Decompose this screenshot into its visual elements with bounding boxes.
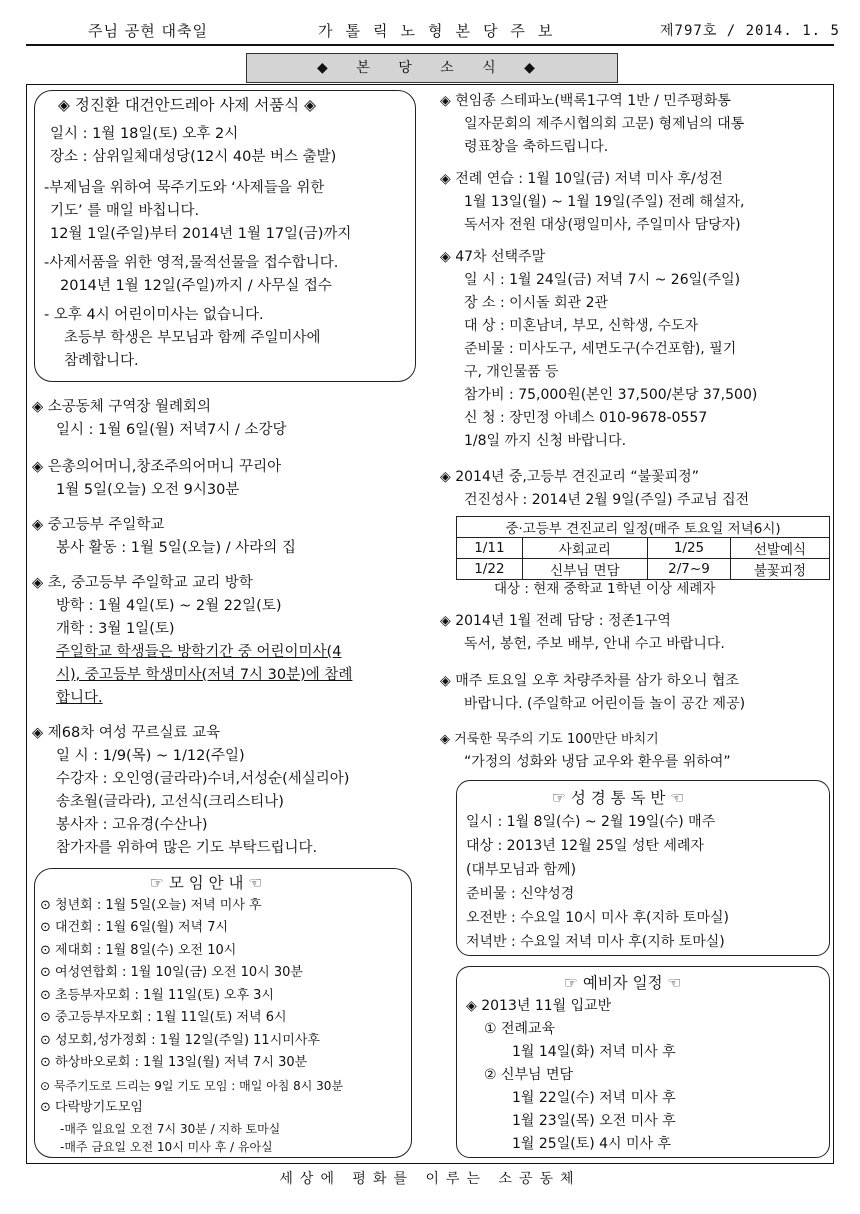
section-title: ◈ 초, 중고등부 주일학교 교리 방학 [32,575,253,591]
left-section-vacation [32,572,352,710]
header-rule [26,44,834,46]
section-line: “가정의 성화와 냉담 교우와 환우를 위하여” [464,754,731,770]
footer-motto: 세상에 평화를 이루는 소공동체 [279,1171,581,1187]
catechumen-section [466,972,681,1156]
table-cell: 2/7~9 [648,559,731,580]
meeting-item: ⊙ 묵주기도로 드리는 9일 기도 모임 : 매일 아침 8시 30분 [40,1078,344,1093]
section-line: 송초월(글라라), 고선식(크리스티나) [56,794,284,810]
bible-line: 준비물 : 신약성경 [466,886,575,902]
bible-line: 오전반 : 수요일 10시 미사 후(지하 토마실) [466,910,730,926]
right-section-parking [440,670,745,716]
table-header: 중·고등부 견진교리 일정(매주 토요일 저녁6시) [457,517,830,538]
section-line: 일시 : 1월 6일(월) 저녁7시 / 소강당 [56,422,287,438]
ordination-line: 12월 1일(주일)부터 2014년 1월 17일(금)까지 [50,226,352,242]
section-line: 독서, 봉헌, 주보 배부, 안내 수고 바랍니다. [464,636,725,652]
section-underlined: 합니다. [56,690,103,706]
catechumen-line: 1월 22일(수) 저녁 미사 후 [512,1090,676,1106]
table-cell: 1/22 [457,559,523,580]
section-line: 일 시 : 1월 24일(금) 저녁 7시 ~ 26일(주일) [464,272,741,288]
section-title: ◈ 전례 연습 : 1월 10일(금) 저녁 미사 후/성전 [440,171,723,187]
catechumen-line: ◈ 2013년 11월 입교반 [466,998,612,1014]
ordination-section [44,94,352,373]
ordination-line: -부제님을 위하여 묵주기도와 ‘사제들을 위한 [44,180,325,196]
bible-section [466,786,729,954]
confirmation-note: 대상 : 현재 중학교 1학년 이상 세례자 [494,581,716,597]
right-section-duty [440,610,725,656]
table-row [457,559,830,580]
section-title: ◈ 2014년 1월 전례 담당 : 정존1구역 [440,613,671,629]
section-title: ◈ 현임종 스테파노(백록1구역 1반 / 민주평화통 [440,93,731,109]
meeting-subitem: -매주 일요일 오전 7시 30분 / 지하 토마실 [60,1121,281,1136]
section-line: 참가비 : 75,000원(본인 37,500/본당 37,500) [464,387,758,403]
table-cell: 신부님 면담 [522,559,647,580]
section-title: ◈ 중고등부 주일학교 [32,517,165,533]
section-line: 참가자를 위하여 많은 기도 부탁드립니다. [56,840,318,856]
header-feast: 주님 공현 대축일 [88,22,208,40]
confirmation-table [456,516,830,580]
table-cell: 선발예식 [730,538,829,559]
section-line: 대 상 : 미혼남녀, 부모, 신학생, 수도자 [464,318,699,334]
meeting-item: ⊙ 초등부자모회 : 1월 11일(토) 오후 3시 [40,987,274,1003]
section-title: ◈ 47차 선택주말 [440,249,546,265]
ordination-line: 2014년 1월 12일(주일)까지 / 사무실 접수 [60,278,332,294]
section-underlined: 주일학교 학생들은 방학기간 중 어린이미사(4 [56,644,342,660]
right-section-liturgy [440,168,744,237]
meeting-item: ⊙ 대건회 : 1월 6일(월) 저녁 7시 [40,920,229,935]
bible-line: 저녁반 : 수요일 저녁 미사 후(지하 토마실) [466,934,725,950]
meeting-item: ⊙ 성모회,성가정회 : 1월 12일(주일) 11시미사후 [40,1032,320,1048]
ordination-line: 참례합니다. [64,353,139,369]
section-line: 1월 5일(오늘) 오전 9시30분 [56,482,240,498]
ordination-line: - 오후 4시 어린이미사는 없습니다. [44,307,264,323]
section-underlined: 시), 중고등부 학생미사(저녁 7시 30분)에 참례 [56,667,353,683]
header-issue: 제797호 / 2014. 1. 5 [660,23,840,39]
meeting-subitem: -매주 금요일 오전 10시 미사 후 / 유아실 [60,1139,273,1154]
catechumen-line: ② 신부님 면담 [484,1067,574,1083]
section-line: 독서자 전원 대상(평일미사, 주일미사 담당자) [464,217,741,233]
section-line: 1/8일 까지 신청 바랍니다. [464,433,627,449]
ordination-title: ◈ 정진환 대건안드레아 사제 서품식 ◈ [58,96,317,114]
ordination-line: 초등부 학생은 부모님과 함께 주일미사에 [64,330,321,346]
section-line: 바랍니다. (주일학교 어린이들 놀이 공간 제공) [464,696,746,712]
section-title: ◈ 2014년 중,고등부 견진교리 “불꽃피정” [440,469,699,485]
section-title: ◈ 소공동체 구역장 월례회의 [32,399,212,415]
ordination-line: 일시 : 1월 18일(토) 오후 2시 [50,126,239,142]
catechumen-title: ☞ 예비자 일정 ☜ [564,974,682,992]
meeting-item: ⊙ 하상바오로회 : 1월 13일(월) 저녁 7시 30분 [40,1055,308,1070]
catechumen-line: 1월 14일(화) 저녁 미사 후 [512,1044,676,1060]
right-section-weekend [440,246,757,453]
left-section-curia [32,456,281,502]
section-title: ◈ 제68차 여성 꾸르실료 교육 [32,725,221,741]
section-line: 수강자 : 오인영(글라라)수녀,서성순(세실리아) [56,771,350,787]
section-line: 구, 개인물품 등 [464,364,559,380]
bible-line: (대부모님과 함께) [466,862,577,878]
table-cell: 사회교리 [522,538,647,559]
meeting-item: ⊙ 제대회 : 1월 8일(수) 오전 10시 [40,942,237,958]
table-row [457,538,830,559]
bible-title: ☞ 성 경 통 독 반 ☜ [552,789,685,807]
section-line: 장 소 : 이시돌 회관 2관 [464,295,609,311]
table-cell: 1/25 [648,538,731,559]
left-section-youth [32,514,296,560]
bible-line: 대상 : 2013년 12월 25일 성탄 세례자 [466,838,704,854]
section-line: 신 청 : 장민정 아녜스 010-9678-0557 [464,410,708,426]
section-line: 봉사 활동 : 1월 5일(오늘) / 사라의 집 [56,540,296,556]
section-title: ◈ 거룩한 묵주의 기도 100만단 바치기 [440,732,659,747]
meetings-section [40,872,343,1156]
catechumen-line: 1월 23일(목) 오전 미사 후 [512,1113,676,1129]
catechumen-line: ① 전례교육 [484,1021,556,1037]
section-line: 일 시 : 1/9(목) ~ 1/12(주일) [56,748,245,764]
ordination-line: 장소 : 삼위일체대성당(12시 40분 버스 출발) [50,149,337,165]
table-cell: 1/11 [457,538,523,559]
header-title: 가톨릭노형본당주보 [318,22,566,40]
left-section-cursillo [32,722,349,860]
meetings-title: ☞ 모 임 안 내 ☜ [150,874,263,892]
meeting-item: ⊙ 여성연합회 : 1월 10일(금) 오전 10시 30분 [40,965,303,980]
meeting-item: ⊙ 다락방기도모임 [40,1100,143,1115]
ordination-line: 기도’ 를 매일 바칩니다. [50,203,200,219]
section-line: 건진성사 : 2014년 2월 9일(주일) 주교님 집전 [464,492,750,508]
section-line: 개학 : 3월 1일(토) [56,621,175,637]
left-section-meeting [32,396,287,442]
section-title: ◈ 매주 토요일 오후 차량주차를 삼가 하오니 협조 [440,673,739,689]
catechumen-line: 1월 25일(토) 4시 미사 후 [512,1136,672,1152]
ordination-line: -사제서품을 위한 영적,물적선물을 접수합니다. [44,255,339,271]
section-line: 준비물 : 미사도구, 세면도구(수건포함), 필기 [464,341,737,357]
table-cell: 불꽃피정 [730,559,829,580]
section-line: 령표창을 축하드립니다. [464,139,609,155]
bible-line: 일시 : 1월 8일(수) ~ 2월 19일(수) 매주 [466,814,716,830]
right-section-confirmation [440,466,749,512]
right-section-rosary [440,728,731,774]
section-banner: ◆ 본 당 소 식 ◆ [246,53,618,83]
right-section-award [440,90,744,159]
section-line: 봉사자 : 고유경(수산나) [56,817,208,833]
section-line: 일자문회의 제주시협의회 고문) 형제님의 대통 [464,116,745,132]
meeting-item: ⊙ 청년회 : 1월 5일(오늘) 저녁 미사 후 [40,897,262,913]
meeting-item: ⊙ 중고등부자모회 : 1월 11일(토) 저녁 6시 [40,1010,287,1025]
section-line: 방학 : 1월 4일(토) ~ 2월 22일(토) [56,598,282,614]
section-title: ◈ 은총의어머니,창조주의어머니 꾸리아 [32,459,282,475]
section-line: 1월 13일(월) ~ 1월 19일(주일) 전례 해설자, [464,194,745,210]
